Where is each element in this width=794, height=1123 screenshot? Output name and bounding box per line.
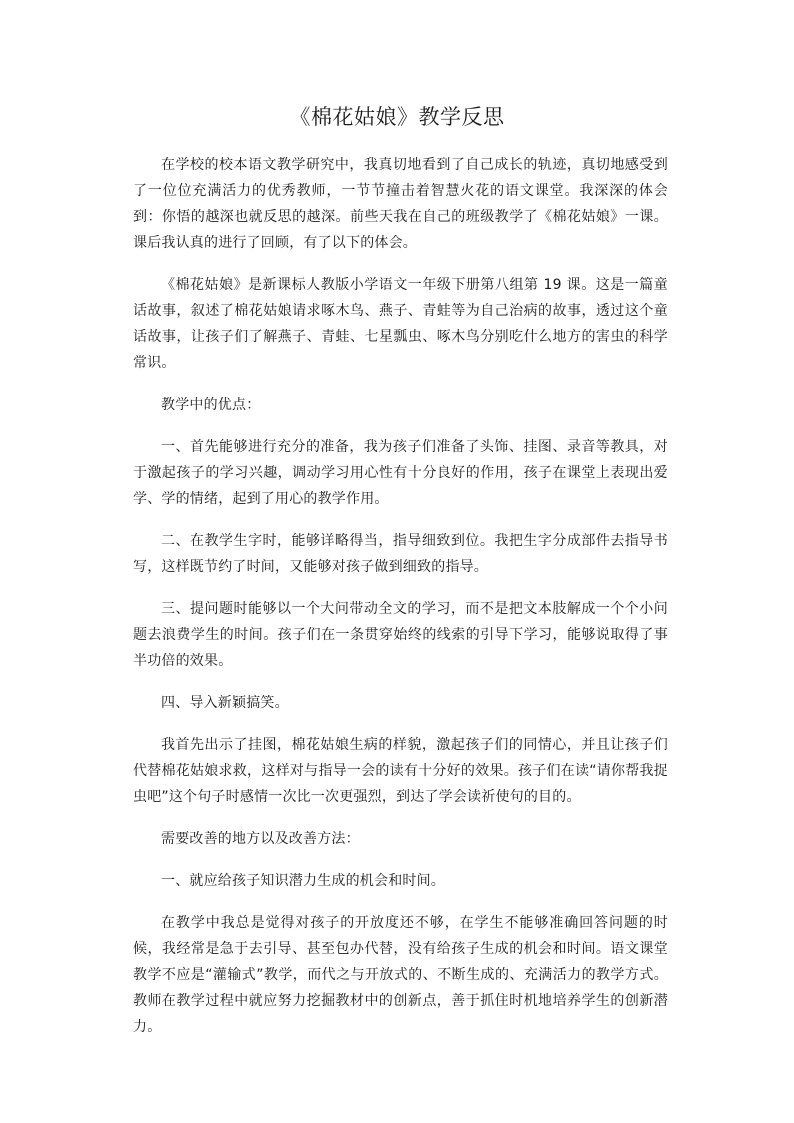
heading-strengths: 教学中的优点： bbox=[161, 397, 261, 413]
paragraph-strength-1: 一、首先能够进行充分的准备，我为孩子们准备了头饰、挂图、录音等教具，对于激起孩子的学习兴趣，调动学习用心性有十分良好的作用，孩子在课堂上表现出爱学、学的情绪，起到了用心的教学作用。 bbox=[133, 439, 668, 507]
paragraph-strength-4: 四、导入新颖搞笑。 bbox=[161, 695, 289, 711]
paragraph-intro: 在学校的校本语文教学研究中，我真切地看到了自己成长的轨迹，真切地感受到了一位位充满活力的优秀教师，一节节撞击着智慧火花的语文课堂。我深深的体会到：你悟的越深也就反思的越深。前些天我在自己的班级教学了《棉花姑娘》一课。课后我认真的进行了回顾，有了以下的体会。 bbox=[133, 157, 668, 251]
document-body bbox=[133, 152, 668, 1056]
document-title: 《棉花姑娘》教学反思 bbox=[289, 105, 505, 129]
paragraph-strength-2: 二、在教学生字时，能够详略得当，指导细致到位。我把生字分成部件去指导书写，这样既节约了时间，又能够对孩子做到细致的指导。 bbox=[133, 533, 668, 575]
paragraph-strength-4-detail: 我首先出示了挂图，棉花姑娘生病的样貌，激起孩子们的同情心，并且让孩子们代替棉花姑娘求救，这样对与指导一会的读有十分好的效果。孩子们在读“请你帮我捉虫吧”这个句子时感情一次比一次更强烈，到达了学会读祈使句的目的。 bbox=[133, 737, 668, 805]
paragraph-lesson-summary: 《棉花姑娘》是新课标人教版小学语文一年级下册第八组第 19 课。这是一篇童话故事，叙述了棉花姑娘请求啄木鸟、燕子、青蛙等为自己治病的故事，透过这个童话故事，让孩子们了解燕子、青蛙、七星瓢虫、啄木鸟分别吃什么地方的害虫的科学常识。 bbox=[133, 277, 668, 371]
paragraph-improvement-1-detail: 在教学中我总是觉得对孩子的开放度还不够，在学生不能够准确回答问题的时候，我经常是急于去引导、甚至包办代替，没有给孩子生成的机会和时间。语文课堂教学不应是“灌输式”教学，而代之与开放式的、不断生成的、充满活力的教学方式。教师在教学过程中就应努力挖掘教材中的创新点，善于抓住时机地培养学生的创新潜力。 bbox=[133, 915, 668, 1035]
paragraph-improvement-1: 一、就应给孩子知识潜力生成的机会和时间。 bbox=[161, 873, 445, 889]
heading-improvements: 需要改善的地方以及改善方法： bbox=[161, 831, 360, 847]
paragraph-strength-3: 三、提问题时能够以一个大问带动全文的学习，而不是把文本肢解成一个个小问题去浪费学生的时间。孩子们在一条贯穿始终的线索的引导下学习，能够说取得了事半功倍的效果。 bbox=[133, 601, 668, 669]
